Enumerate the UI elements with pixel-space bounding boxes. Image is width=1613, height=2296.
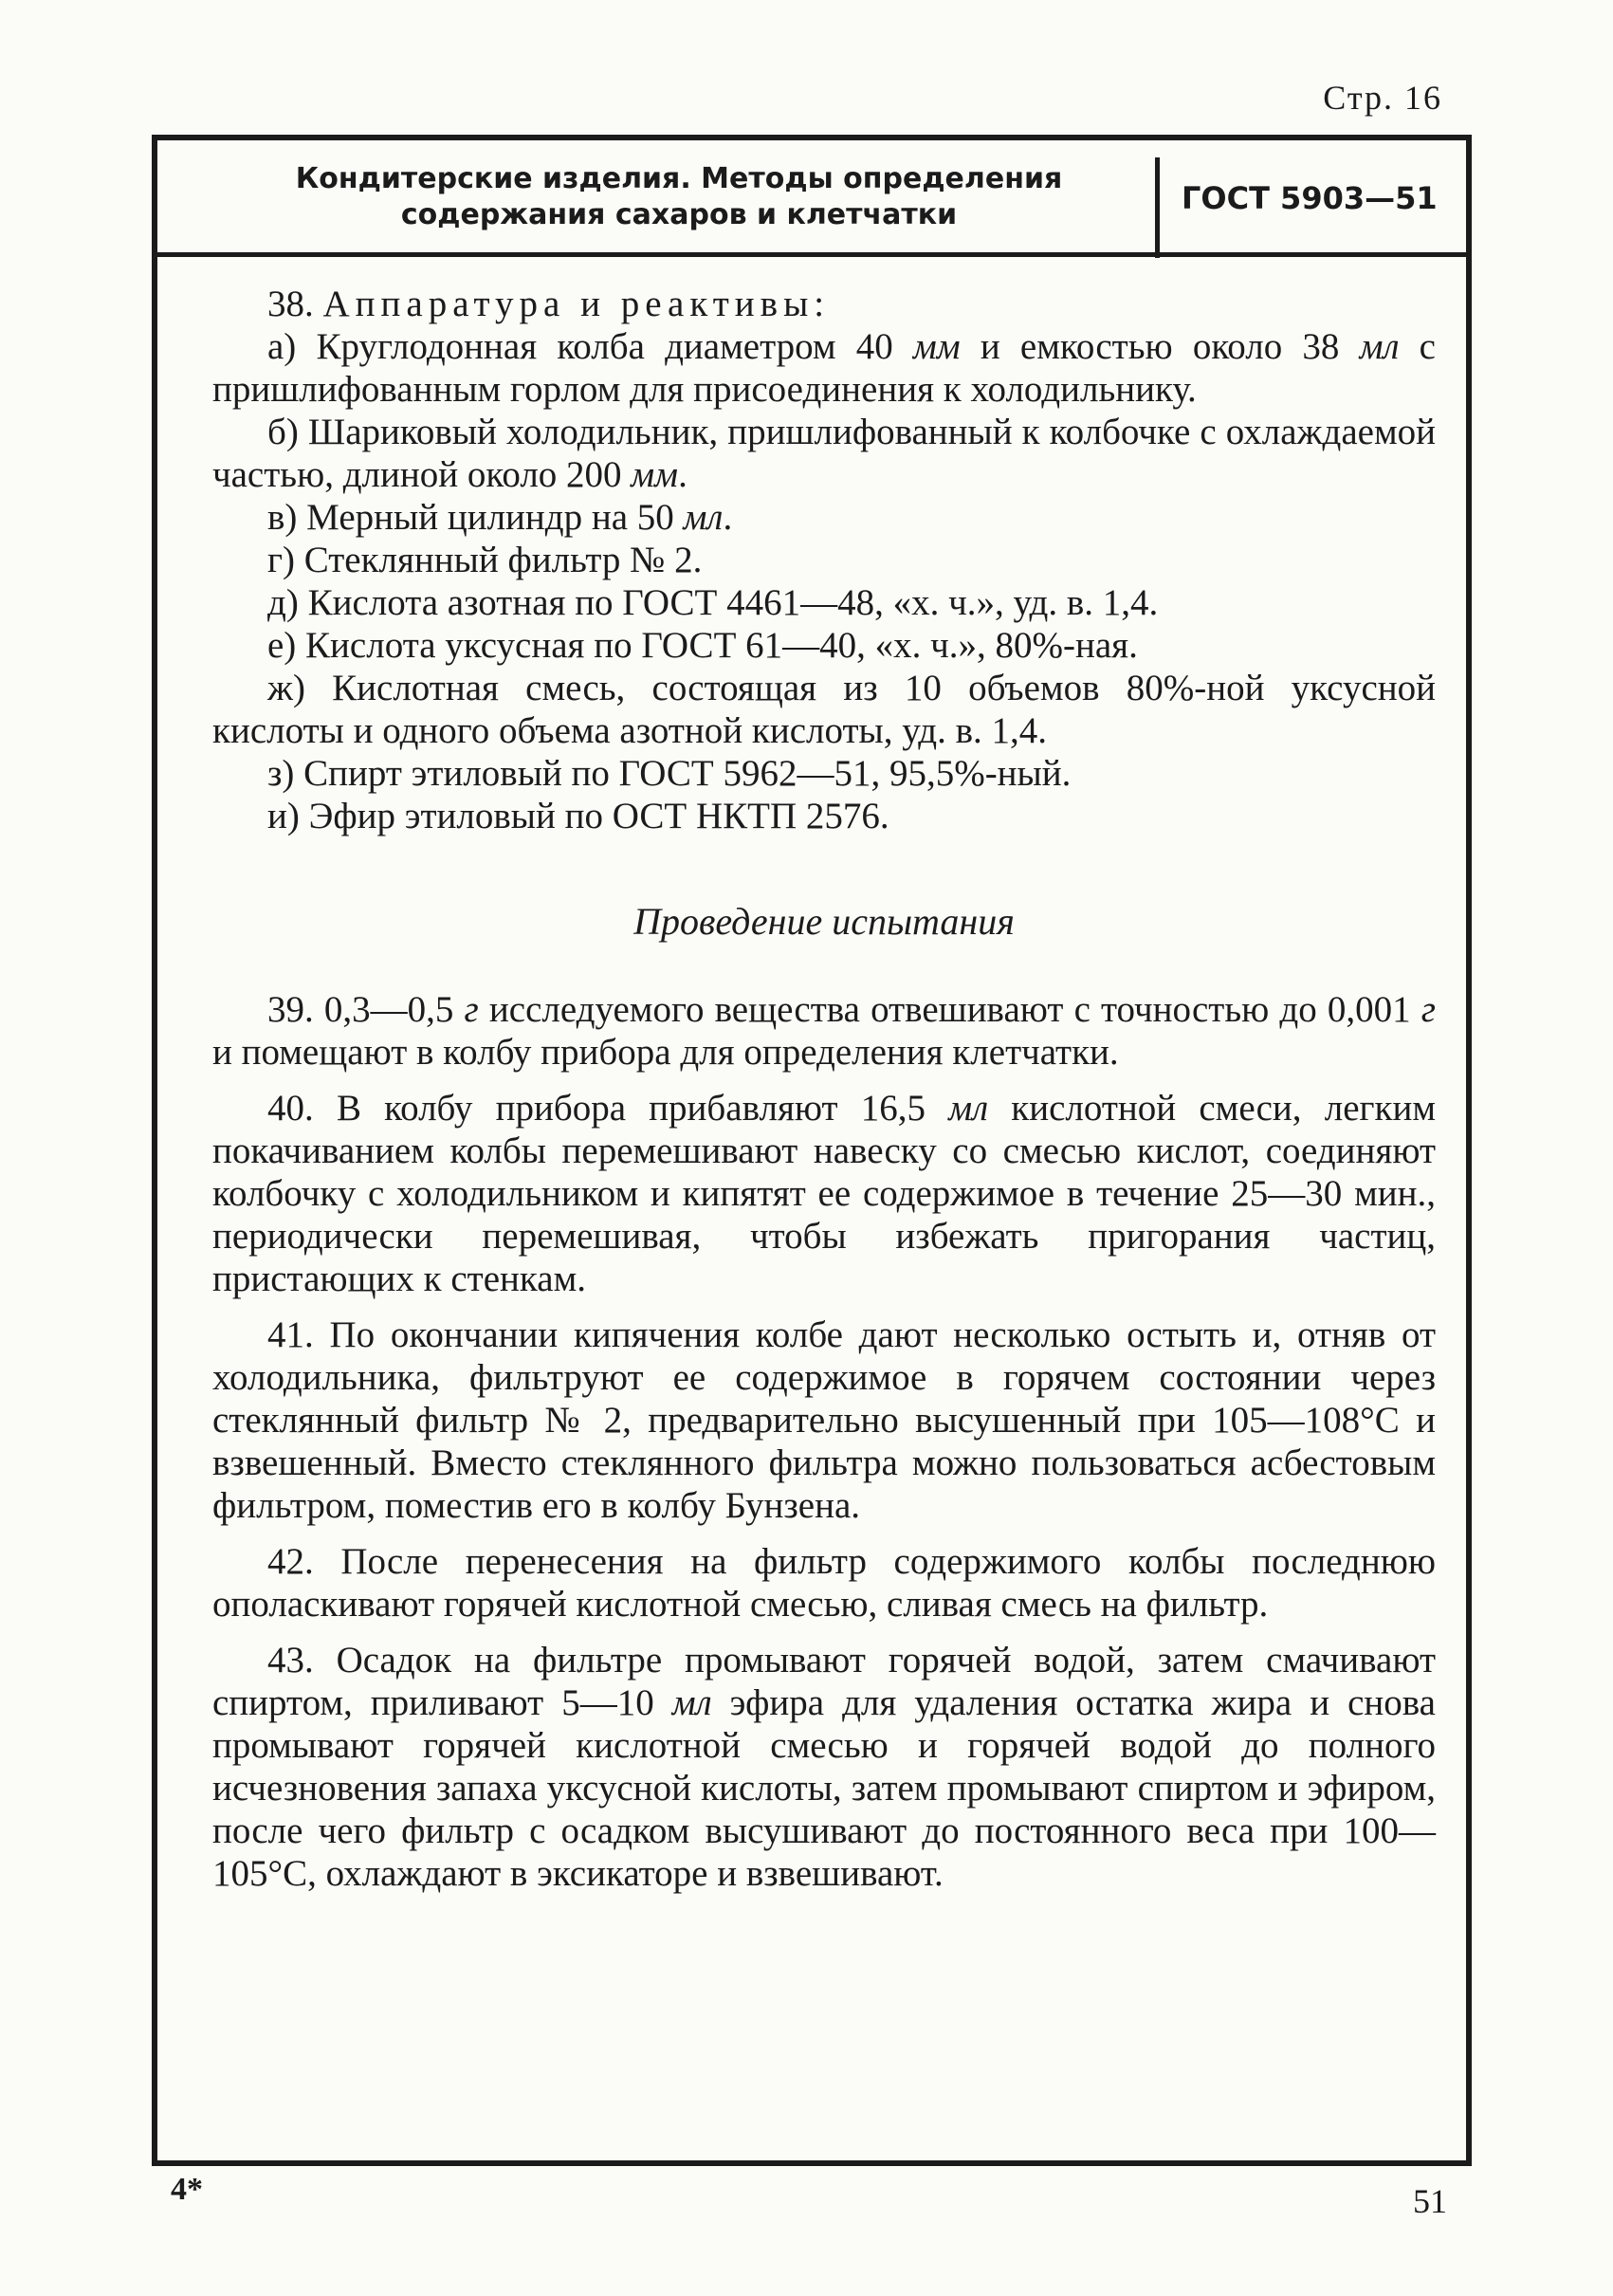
header-title bbox=[176, 161, 1182, 233]
list-item-v: в) Мерный цилиндр на 50 мл. bbox=[267, 497, 733, 538]
standard-code: ГОСТ 5903—51 bbox=[1182, 180, 1438, 216]
footer-page-number: 51 bbox=[1413, 2182, 1447, 2220]
page-number-label: Стр. 16 bbox=[1323, 79, 1442, 117]
header-title-line-1: Кондитерские изделия. Методы определения bbox=[295, 162, 1063, 195]
page-frame bbox=[152, 135, 1472, 2166]
footer-signature-mark: 4* bbox=[171, 2172, 203, 2207]
list-item-b: б) Шариковый холодильник, пришлифованный к колбочке с охлаждаемой частью, длиной около 200 мм. bbox=[212, 412, 1436, 495]
section-38-heading bbox=[212, 283, 1436, 325]
header-title-line-2: содержания сахаров и клетчатки bbox=[400, 198, 958, 231]
list-item-a: а) Круглодонная колба диаметром 40 мм и емкостью около 38 мл с пришлифованным горлом для присоединения к холодильнику. bbox=[212, 326, 1436, 410]
header-divider bbox=[1155, 157, 1160, 258]
section-subheading: Проведение испытания bbox=[633, 900, 1015, 943]
list-item-zh: ж) Кислотная смесь, состоящая из 10 объемов 80%-ной уксусной кислоты и одного объема азотной кислоты, уд. в. 1,4. bbox=[212, 668, 1436, 751]
paragraph-42: 42. После перенесения на фильтр содержимого колбы последнюю ополаскивают горячей кислотной смесью, сливая смесь на фильтр. bbox=[212, 1541, 1436, 1625]
section-38-title: Аппаратура и реактивы: bbox=[322, 284, 831, 324]
document-header bbox=[157, 140, 1466, 257]
paragraph-39: 39. 0,3—0,5 г исследуемого вещества отвешивают с точностью до 0,001 г и помещают в колбу прибора для определения клетчатки. bbox=[212, 989, 1437, 1073]
paragraph-41: 41. По окончании кипячения колбе дают несколько остыть и, отняв от холодильника, фильтруют ее содержимое в горячем состоянии через стеклянный фильтр № 2, предварительно высушенный при 105—108°С и взвешенный. Вместо стеклянного фильтра можно пользоваться асбестовым фильтром, поместив его в колбу Бунзена. bbox=[212, 1314, 1436, 1526]
document-body bbox=[212, 283, 1436, 1895]
list-item-z: з) Спирт этиловый по ГОСТ 5962—51, 95,5%-ный. bbox=[267, 753, 1072, 794]
list-item-e: е) Кислота уксусная по ГОСТ 61—40, «х. ч.», 80%-ная. bbox=[267, 625, 1138, 666]
section-38-number: 38. bbox=[267, 284, 314, 324]
paragraph-40: 40. В колбу прибора прибавляют 16,5 мл кислотной смеси, легким покачиванием колбы перемешивают навеску со смесью кислот, соединяют колбочку с холодильником и кипятят ее содержимое в течение 25—30 мин., периодически перемешивая, чтобы избежать пригорания частиц, пристающих к стенкам. bbox=[212, 1088, 1436, 1299]
list-item-i: и) Эфир этиловый по ОСТ НКТП 2576. bbox=[267, 796, 889, 836]
list-item-d: д) Кислота азотная по ГОСТ 4461—48, «х. ч.», уд. в. 1,4. bbox=[267, 582, 1159, 623]
paragraph-43: 43. Осадок на фильтре промывают горячей водой, затем смачивают спиртом, приливают 5—10 мл эфира для удаления остатка жира и снова промывают горячей кислотной смесью и горячей водой до полного исчезновения запаха уксусной кислоты, затем промывают спиртом и эфиром, после чего фильтр с осадком высушивают до постоянного веса при 100—105°С, охлаждают в эксикаторе и взвешивают. bbox=[212, 1640, 1436, 1894]
list-item-g: г) Стеклянный фильтр № 2. bbox=[267, 540, 703, 580]
